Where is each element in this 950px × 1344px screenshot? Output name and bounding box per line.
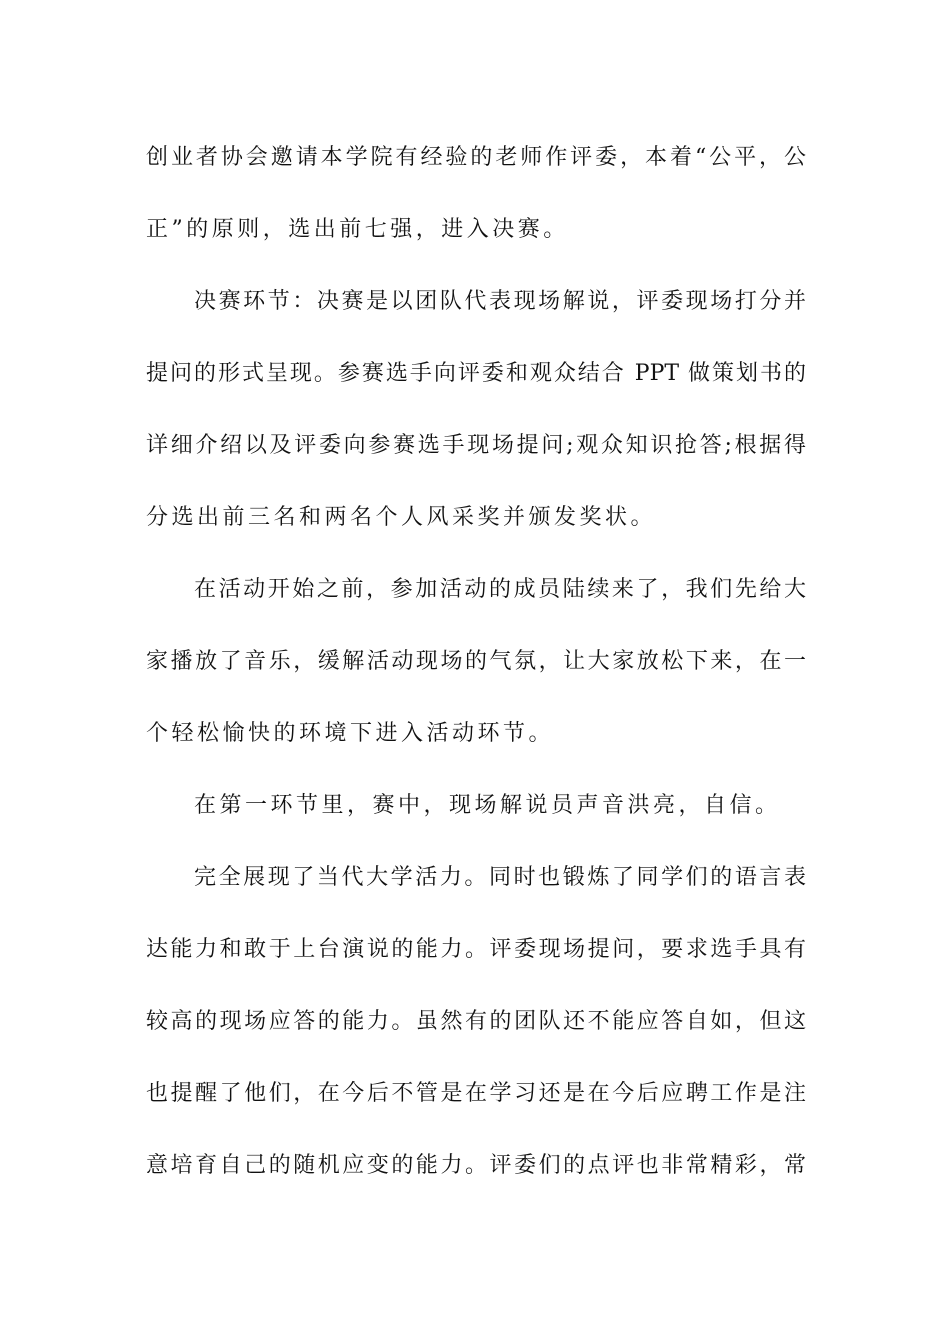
text-line: 正”的原则，选出前七强，进入决赛。 (146, 217, 569, 242)
text-line: 个轻松愉快的环境下进入活动环节。 (146, 721, 555, 746)
text-line: 分选出前三名和两名个人风采奖并颁发奖状。 (146, 505, 657, 530)
text-line: 也提醒了他们，在今后不管是在学习还是在今后应聘工作是注 (146, 1081, 806, 1106)
text-line: 决赛环节：决赛是以团队代表现场解说，评委现场打分并 (194, 289, 806, 314)
text-line: 完全展现了当代大学活力。同时也锻炼了同学们的语言表 (194, 865, 806, 890)
text-line: 详细介绍以及评委向参赛选手现场提问;观众知识抢答;根据得 (146, 433, 806, 458)
text-line: 较高的现场应答的能力。虽然有的团队还不能应答自如，但这 (146, 1009, 806, 1034)
text-line: 家播放了音乐，缓解活动现场的气氛，让大家放松下来，在一 (146, 649, 806, 674)
text-line: 意培育自己的随机应变的能力。评委们的点评也非常精彩，常 (146, 1153, 806, 1178)
text-line: 在活动开始之前，参加活动的成员陆续来了，我们先给大 (194, 577, 806, 602)
body-text (146, 122, 806, 1202)
text-line: 创业者协会邀请本学院有经验的老师作评委，本着“公平，公 (146, 145, 806, 170)
text-line: 达能力和敢于上台演说的能力。评委现场提问，要求选手具有 (146, 937, 806, 962)
text-line: 在第一环节里，赛中，现场解说员声音洪亮，自信。 (194, 793, 781, 818)
text-line: 提问的形式呈现。参赛选手向评委和观众结合 PPT 做策划书的 (146, 361, 806, 386)
